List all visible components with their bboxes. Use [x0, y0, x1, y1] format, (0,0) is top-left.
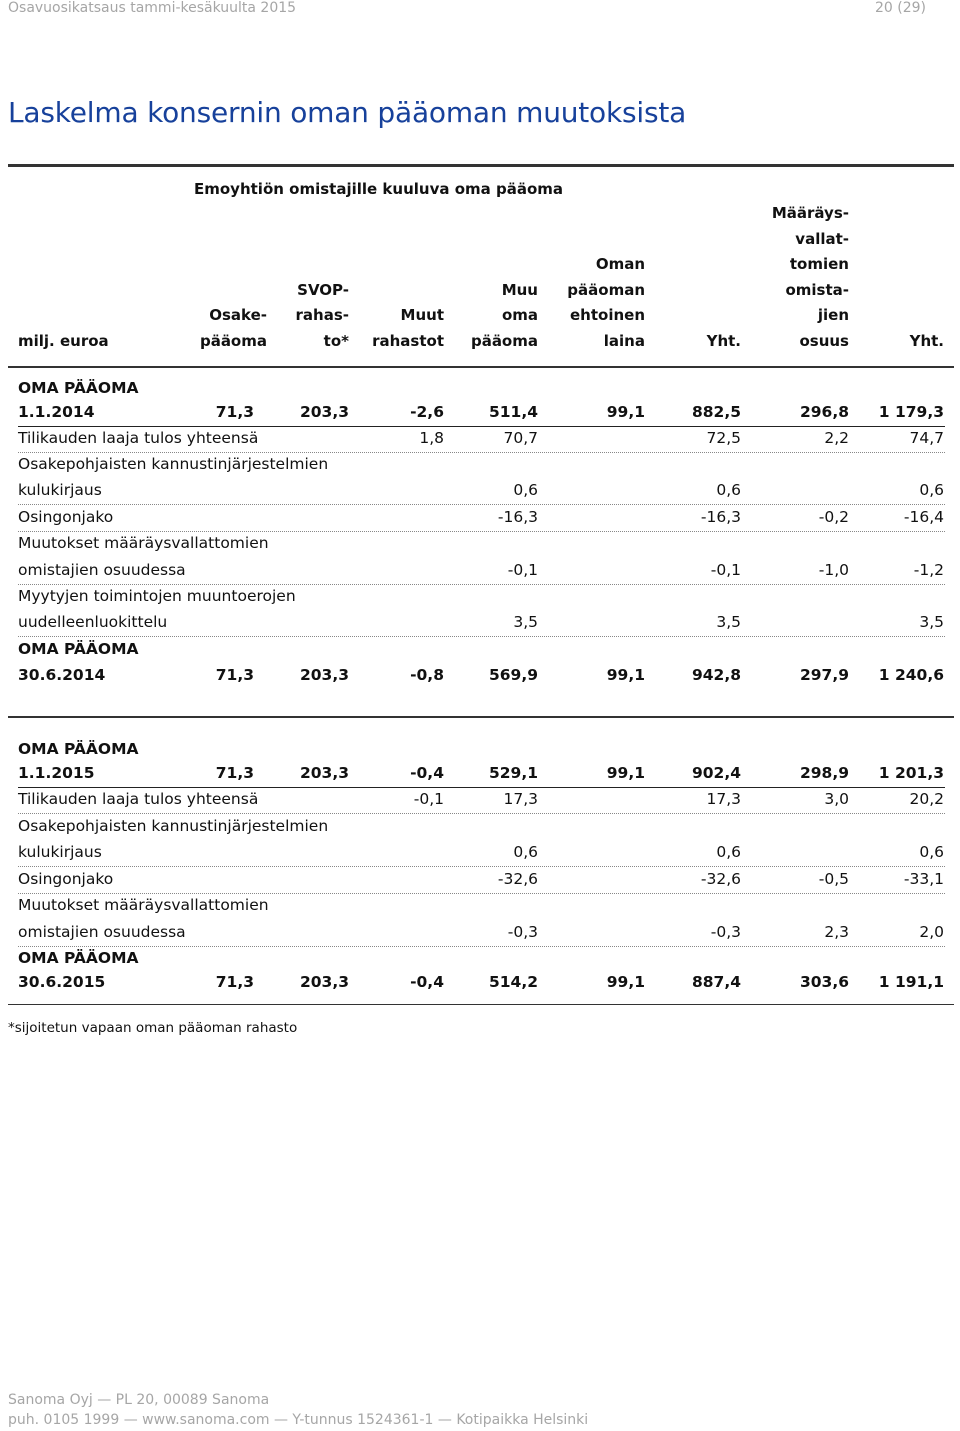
- table-cell: 1 201,3: [878, 764, 944, 782]
- table-cell: 71,3: [215, 666, 254, 684]
- table-row: [18, 973, 945, 996]
- page-header: [8, 0, 942, 20]
- row-label: OMA PÄÄOMA: [18, 640, 139, 658]
- table-cell: 2,3: [824, 923, 849, 941]
- column-header: [471, 204, 538, 354]
- table-row: [18, 870, 945, 894]
- column-header: [296, 204, 349, 354]
- table-row: [18, 403, 945, 427]
- footer-contact: puh. 0105 1999 — www.sanoma.com — Y-tunnus 1524361-1 — Kotipaikka Helsinki: [8, 1412, 589, 1428]
- column-header-line: Osake-: [209, 306, 267, 324]
- page-title: Laskelma konsernin oman pääoman muutoksista: [8, 96, 687, 129]
- table-cell: 70,7: [503, 429, 538, 447]
- table-cell: 99,1: [606, 973, 645, 991]
- table-cell: 203,3: [299, 403, 349, 421]
- column-header-line: pääoma: [470, 331, 538, 350]
- column-header-line: milj. euroa: [18, 331, 109, 350]
- table-cell: 0,6: [716, 843, 741, 861]
- table-cell: 3,5: [919, 613, 944, 631]
- column-header-line: laina: [603, 331, 645, 350]
- table-cell: 298,9: [799, 764, 849, 782]
- table-cell: -2,6: [410, 403, 444, 421]
- column-header-line: omista-: [785, 280, 849, 299]
- table-cell: -0,5: [818, 870, 849, 888]
- table-cell: 99,1: [606, 403, 645, 421]
- row-label: Osingonjako: [18, 870, 114, 888]
- row-label: OMA PÄÄOMA: [18, 949, 139, 967]
- table-cell: 203,3: [299, 973, 349, 991]
- table-cell: 99,1: [606, 666, 645, 684]
- column-header-line: oma: [501, 306, 538, 324]
- table-cell: -0,1: [413, 790, 444, 808]
- row-label: Tilikauden laaja tulos yhteensä: [18, 429, 259, 447]
- table-cell: 17,3: [706, 790, 741, 808]
- row-label: Osakepohjaisten kannustinjärjestelmien: [18, 817, 329, 835]
- column-header-line: ehtoinen: [570, 306, 645, 324]
- footnote: *sijoitetun vapaan oman pääoman rahasto: [8, 1020, 298, 1036]
- table-row: [18, 429, 945, 453]
- table-row: [18, 481, 945, 505]
- column-header: [567, 204, 645, 354]
- table-cell: 3,0: [824, 790, 849, 808]
- column-header-line: Muut: [400, 306, 444, 324]
- table-cell: 902,4: [691, 764, 741, 782]
- page-number: 20 (29): [874, 0, 926, 16]
- column-header-line: pääoman: [567, 280, 645, 299]
- row-label: Myytyjen toimintojen muuntoerojen: [18, 587, 296, 605]
- table-cell: 0,6: [513, 843, 538, 861]
- table-cell: -16,3: [700, 508, 741, 526]
- table-cell: 203,3: [299, 666, 349, 684]
- table-row: [18, 764, 945, 788]
- table-cell: 2,2: [824, 429, 849, 447]
- table-cell: 0,6: [919, 843, 944, 861]
- table-cell: -0,4: [410, 973, 444, 991]
- table-row: [18, 534, 945, 557]
- table-cell: -0,4: [410, 764, 444, 782]
- row-label: kulukirjaus: [18, 481, 102, 499]
- table-cell: 942,8: [691, 666, 741, 684]
- column-header-line: rahas-: [295, 306, 349, 324]
- table-cell: 3,5: [513, 613, 538, 631]
- table-cell: 0,6: [919, 481, 944, 499]
- table-cell: -1,2: [913, 561, 944, 579]
- table-cell: 3,5: [716, 613, 741, 631]
- table-cell: 1 240,6: [878, 666, 944, 684]
- column-header-line: Oman: [595, 255, 645, 273]
- table-cell: -32,6: [700, 870, 741, 888]
- column-header-line: pääoma: [199, 331, 267, 350]
- table-row: [18, 587, 945, 610]
- table-row: [18, 843, 945, 867]
- table-row: [18, 817, 945, 840]
- table-cell: 511,4: [488, 403, 538, 421]
- column-header-line: Määräys-: [771, 204, 849, 222]
- column-header: [18, 204, 109, 354]
- table-cell: 569,9: [488, 666, 538, 684]
- column-header-line: Yht.: [909, 331, 944, 350]
- divider: [8, 366, 954, 368]
- table-cell: -1,0: [818, 561, 849, 579]
- footer-address: Sanoma Oyj — PL 20, 00089 Sanoma: [8, 1392, 270, 1408]
- column-header-line: to*: [323, 331, 349, 350]
- row-label: 30.6.2015: [18, 973, 106, 991]
- table-cell: -33,1: [903, 870, 944, 888]
- table-cell: 0,6: [513, 481, 538, 499]
- table-cell: 71,3: [215, 973, 254, 991]
- column-header-line: jien: [817, 306, 849, 324]
- table-cell: 529,1: [488, 764, 538, 782]
- table-cell: 71,3: [215, 764, 254, 782]
- group-header: Emoyhtiön omistajille kuuluva oma pääoma: [194, 180, 564, 198]
- column-header: [772, 204, 849, 354]
- table-row: [18, 613, 945, 637]
- row-label: omistajien osuudessa: [18, 561, 186, 579]
- table-row: [18, 666, 945, 689]
- table-row: [18, 379, 945, 402]
- column-header-line: vallat-: [795, 229, 849, 248]
- divider: [8, 164, 954, 167]
- column-header-line: SVOP-: [297, 280, 349, 299]
- row-label: kulukirjaus: [18, 843, 102, 861]
- table-cell: 514,2: [488, 973, 538, 991]
- table-row: [18, 740, 945, 763]
- table-cell: -0,2: [818, 508, 849, 526]
- table-cell: -0,8: [410, 666, 444, 684]
- table-cell: -0,1: [710, 561, 741, 579]
- table-cell: 74,7: [909, 429, 944, 447]
- row-label: 1.1.2014: [18, 403, 95, 421]
- table-cell: -0,1: [507, 561, 538, 579]
- table-cell: -16,4: [903, 508, 944, 526]
- column-header: [910, 204, 944, 354]
- column-header-line: Muu: [501, 280, 538, 299]
- table-cell: 1 191,1: [878, 973, 944, 991]
- table-cell: 297,9: [799, 666, 849, 684]
- row-label: 1.1.2015: [18, 764, 95, 782]
- row-label: omistajien osuudessa: [18, 923, 186, 941]
- table-row: [18, 455, 945, 478]
- column-header: [707, 204, 741, 354]
- table-row: [18, 896, 945, 919]
- table-cell: 17,3: [503, 790, 538, 808]
- table-cell: 2,0: [919, 923, 944, 941]
- table-row: [18, 640, 945, 663]
- row-label: OMA PÄÄOMA: [18, 379, 139, 397]
- divider: [8, 716, 954, 718]
- column-header: [200, 204, 267, 354]
- table-cell: 303,6: [799, 973, 849, 991]
- column-header-line: rahastot: [372, 331, 444, 350]
- divider: [8, 1004, 954, 1005]
- table-cell: -0,3: [710, 923, 741, 941]
- row-label: Osingonjako: [18, 508, 114, 526]
- table-cell: 20,2: [909, 790, 944, 808]
- column-header-line: Yht.: [706, 331, 741, 350]
- column-header-line: tomien: [789, 255, 849, 273]
- row-label: Tilikauden laaja tulos yhteensä: [18, 790, 259, 808]
- table-cell: 887,4: [691, 973, 741, 991]
- table-row: [18, 561, 945, 585]
- row-label: Osakepohjaisten kannustinjärjestelmien: [18, 455, 329, 473]
- table-row: [18, 508, 945, 532]
- row-label: Muutokset määräysvallattomien: [18, 534, 269, 552]
- table-cell: 1,8: [419, 429, 444, 447]
- row-label: Muutokset määräysvallattomien: [18, 896, 269, 914]
- table-cell: -32,6: [497, 870, 538, 888]
- table-cell: 1 179,3: [878, 403, 944, 421]
- table-cell: 882,5: [691, 403, 741, 421]
- table-row: [18, 949, 945, 972]
- table-cell: 0,6: [716, 481, 741, 499]
- row-label: OMA PÄÄOMA: [18, 740, 139, 758]
- table-row: [18, 790, 945, 814]
- column-header: [372, 204, 444, 354]
- table-cell: -0,3: [507, 923, 538, 941]
- table-cell: 203,3: [299, 764, 349, 782]
- table-cell: 99,1: [606, 764, 645, 782]
- row-label: 30.6.2014: [18, 666, 106, 684]
- table-cell: 296,8: [799, 403, 849, 421]
- row-label: uudelleenluokittelu: [18, 613, 168, 631]
- table-cell: 72,5: [706, 429, 741, 447]
- table-row: [18, 923, 945, 947]
- report-name: Osavuosikatsaus tammi-kesäkuulta 2015: [8, 0, 297, 16]
- table-cell: 71,3: [215, 403, 254, 421]
- column-header-line: osuus: [799, 331, 849, 350]
- table-cell: -16,3: [497, 508, 538, 526]
